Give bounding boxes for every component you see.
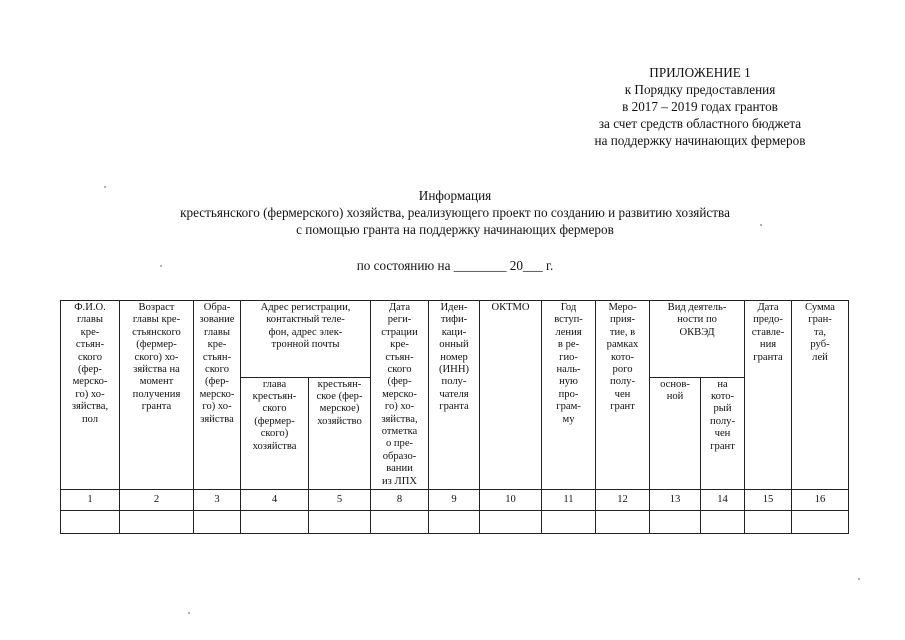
col-header-grant-sum: Сумма гран- та, руб- лей [792, 301, 849, 490]
title-line: Информация [418, 188, 492, 203]
column-number: 8 [371, 490, 429, 511]
column-number: 14 [701, 490, 745, 511]
col-header-inn: Иден- тифи- каци- онный номер (ИНН) полу- чателя гранта [429, 301, 480, 490]
empty-cell [429, 511, 480, 534]
empty-cell [701, 511, 745, 534]
header-row [61, 301, 849, 378]
document-title [60, 187, 850, 238]
col-header-okved-granted: на кото- рый полу- чен грант [701, 377, 745, 490]
col-header-oktmo: ОКТМО [480, 301, 542, 490]
empty-cell [241, 511, 309, 534]
appendix-line: к Порядку предоставления [624, 82, 776, 97]
empty-cell [596, 511, 650, 534]
column-number: 12 [596, 490, 650, 511]
appendix-header [520, 64, 880, 149]
empty-cell [61, 511, 120, 534]
col-header-registration-date: Дата реги- страции кре- стьян- ского (фер- мерско- го) хо- зяйства, отметка о пре- образо- вании из ЛПХ [371, 301, 429, 490]
appendix-line: в 2017 – 2019 годах грантов [622, 99, 778, 114]
scan-speck [160, 265, 162, 267]
scan-speck [104, 186, 106, 188]
column-number: 2 [120, 490, 194, 511]
col-header-address-farm: крестьян- ское (фер- мерское) хозяйство [309, 377, 371, 490]
appendix-title: ПРИЛОЖЕНИЕ 1 [649, 65, 751, 80]
as-of-date-line: по состоянию на ________ 20___ г. [356, 258, 554, 273]
empty-cell [792, 511, 849, 534]
col-header-fio: Ф.И.О. главы кре- стьян- ского (фер- мерско- го) хо- зяйства, пол [61, 301, 120, 490]
empty-cell [745, 511, 792, 534]
column-number: 5 [309, 490, 371, 511]
column-number: 1 [61, 490, 120, 511]
empty-cell [309, 511, 371, 534]
col-header-age: Возраст главы кре- стьянского (фермер- ского) хо- зяйства на момент получения гранта [120, 301, 194, 490]
empty-cell [194, 511, 241, 534]
column-number: 11 [542, 490, 596, 511]
title-line: с помощью гранта на поддержку начинающих фермеров [296, 222, 614, 237]
scan-speck [760, 224, 762, 226]
column-number-row [61, 490, 849, 511]
column-number: 3 [194, 490, 241, 511]
column-number: 13 [650, 490, 701, 511]
scan-speck [858, 578, 860, 580]
col-header-address-head: глава крестьян- ского (фермер- ского) хозяйства [241, 377, 309, 490]
column-number: 4 [241, 490, 309, 511]
empty-cell [480, 511, 542, 534]
col-header-address-group: Адрес регистрации, контактный теле- фон, адрес элек- тронной почты [241, 301, 371, 378]
empty-data-row [61, 511, 849, 534]
title-line: крестьянского (фермерского) хозяйства, реализующего проект по созданию и развитию хозяйства [180, 205, 730, 220]
column-number: 10 [480, 490, 542, 511]
col-header-grant-date: Дата предо- ставле- ния гранта [745, 301, 792, 490]
empty-cell [542, 511, 596, 534]
appendix-line: за счет средств областного бюджета [598, 116, 802, 131]
col-header-okved-main: основ- ной [650, 377, 701, 490]
appendix-line: на поддержку начинающих фермеров [594, 133, 806, 148]
col-header-program-year: Год вступ- ления в ре- гио- наль- ную про- грам- му [542, 301, 596, 490]
scan-speck [188, 612, 190, 614]
empty-cell [120, 511, 194, 534]
col-header-okved-group: Вид деятель- ности по ОКВЭД [650, 301, 745, 378]
col-header-events: Меро- прия- тие, в рамках кото- рого полу- чен грант [596, 301, 650, 490]
farm-info-table [60, 300, 849, 534]
col-header-education: Обра- зование главы кре- стьян- ского (фер- мерско- го) хо- зяйства [194, 301, 241, 490]
empty-cell [650, 511, 701, 534]
column-number: 15 [745, 490, 792, 511]
column-number: 16 [792, 490, 849, 511]
column-number: 9 [429, 490, 480, 511]
empty-cell [371, 511, 429, 534]
